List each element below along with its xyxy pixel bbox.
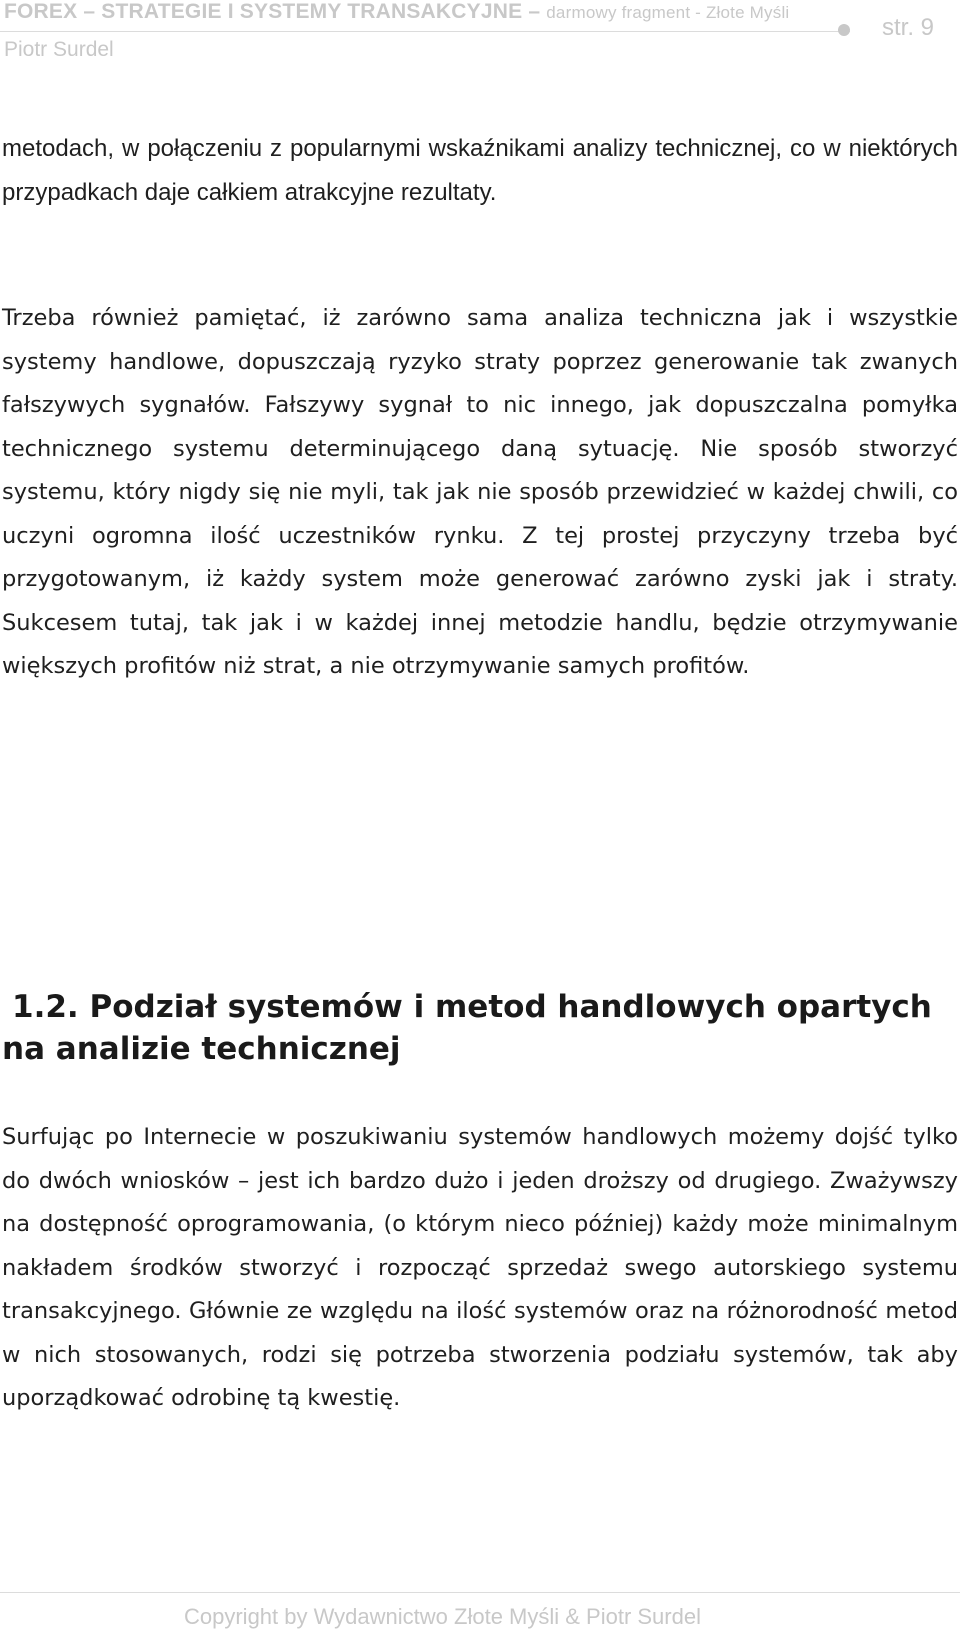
bullet-icon <box>838 24 850 36</box>
paragraph-2: Trzeba również pamiętać, iż zarówno sama analiza techniczna jak i wszystkie systemy handlowe, dopuszczają ryzyko straty poprzez generowanie tak zwanych fałszywych sygnałów. Fałszywy sygnał to nic innego, jak dopuszczalna pomyłka technicznego systemu determinującego daną sytuację. Nie sposób stworzyć systemu, który nigdy się nie myli, tak jak nie sposób przewidzieć w każdej chwili, co uczyni ogromna ilość uczestników rynku. Z tej prostej przyczyny trzeba być przygotowanym, iż każdy system może generować zarówno zyski jak i straty. Sukcesem tutaj, tak jak i w każdej innej metodzie handlu, będzie otrzymywanie większych profitów niż strat, a nie otrzymywanie samych profitów. <box>2 305 958 679</box>
header-book-title: FOREX – STRATEGIE I SYSTEMY TRANSAKCYJNE – <box>4 0 541 23</box>
header-subtitle: darmowy fragment - Złote Myśli <box>546 3 790 22</box>
paragraph-1: metodach, w połączeniu z popularnymi wskaźnikami analizy technicznej, co w niektórych przypadkach daje całkiem atrakcyjne rezultaty. <box>2 135 958 206</box>
header-author: Piotr Surdel <box>4 38 114 61</box>
section-heading <box>2 986 958 1070</box>
section-title: Podział systemów i metod handlowych opartych na analizie technicznej <box>2 989 932 1067</box>
section-number: 1.2. <box>12 989 79 1025</box>
header-divider <box>0 31 850 32</box>
page-number: str. 9 <box>882 14 935 41</box>
footer-copyright: Copyright by Wydawnictwo Złote Myśli & Piotr Surdel <box>184 1604 701 1629</box>
paragraph-3: Surfując po Internecie w poszukiwaniu systemów handlowych możemy dojść tylko do dwóch wniosków – jest ich bardzo dużo i jeden droższy od drugiego. Zważywszy na dostępność oprogramowania, (o którym nieco później) każdy może minimalnym nakładem środków stworzyć i rozpocząć sprzedaż swego autorskiego systemu transakcyjnego. Głównie ze względu na ilość systemów oraz na różnorodność metod w nich stosowanych, rodzi się potrzeba stworzenia podziału systemów, tak aby uporządkować odrobinę tą kwestię. <box>2 1124 958 1411</box>
footer-divider <box>0 1592 960 1593</box>
running-header-title <box>4 0 789 24</box>
